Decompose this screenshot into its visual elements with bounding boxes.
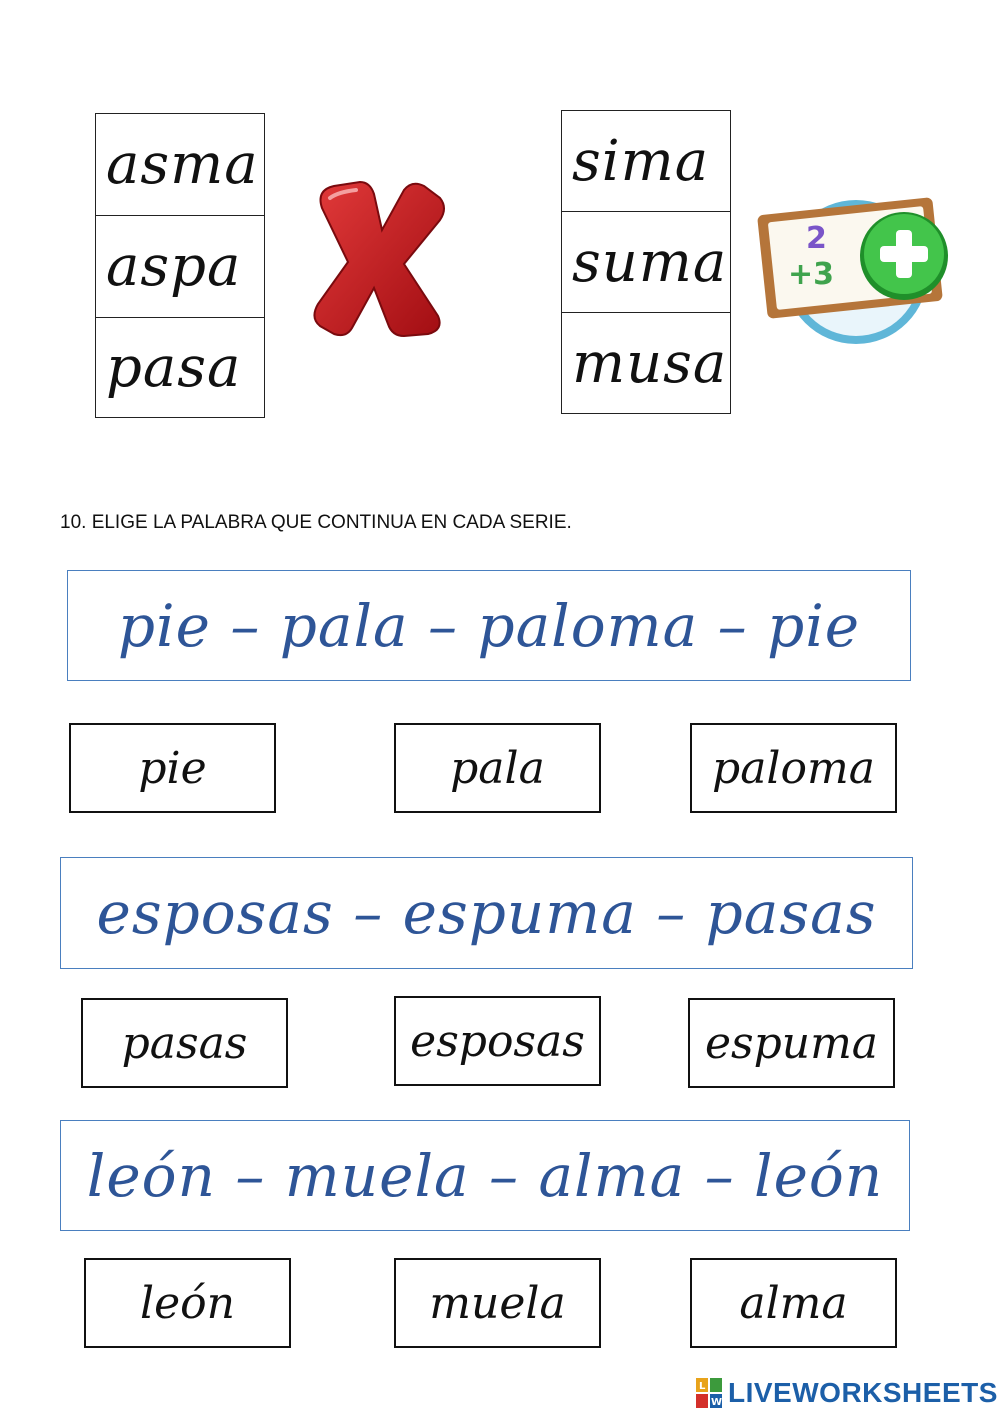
brand-name: LIVEWORKSHEETS <box>728 1377 998 1408</box>
series-box <box>60 857 913 969</box>
option-button[interactable] <box>81 998 288 1088</box>
math-board-plus-icon <box>756 180 952 350</box>
option-label: paloma <box>712 742 875 794</box>
option-label: pala <box>450 742 545 794</box>
option-label: espuma <box>704 1017 879 1069</box>
logo-letter: W <box>711 1397 722 1408</box>
word-cell <box>561 312 731 414</box>
math-number: +3 <box>788 257 835 292</box>
word-text: suma <box>572 229 728 295</box>
red-x-icon <box>308 178 448 338</box>
option-button[interactable] <box>688 998 895 1088</box>
math-number: 2 <box>806 221 827 256</box>
option-label: pasas <box>121 1017 248 1069</box>
word-text: pasa <box>106 335 242 400</box>
option-label: muela <box>429 1277 566 1329</box>
word-text: asma <box>106 132 259 197</box>
liveworksheets-logo-icon <box>696 1378 722 1408</box>
option-button[interactable] <box>84 1258 291 1348</box>
word-text: musa <box>572 330 728 396</box>
option-button[interactable] <box>690 723 897 813</box>
word-cell <box>561 110 731 212</box>
option-label: león <box>140 1277 235 1329</box>
word-cell <box>95 215 265 318</box>
series-box <box>60 1120 910 1231</box>
logo-letter: L <box>699 1381 706 1392</box>
instruction-heading: 10. ELIGE LA PALABRA QUE CONTINUA EN CADA SERIE. <box>60 512 572 533</box>
series-text: león – muela – alma – león <box>86 1141 884 1210</box>
series-text: pie – pala – paloma – pie <box>117 591 861 660</box>
word-text: aspa <box>106 234 242 299</box>
series-box <box>67 570 911 681</box>
option-label: esposas <box>410 1015 585 1067</box>
option-button[interactable] <box>69 723 276 813</box>
option-button[interactable] <box>690 1258 897 1348</box>
option-button[interactable] <box>394 996 601 1086</box>
option-button[interactable] <box>394 1258 601 1348</box>
series-text: esposas – espuma – pasas <box>96 879 877 947</box>
option-label: alma <box>739 1277 848 1329</box>
word-text: sima <box>572 128 710 194</box>
option-label: pie <box>138 742 207 794</box>
word-cell <box>95 113 265 216</box>
liveworksheets-logo[interactable] <box>696 1376 998 1410</box>
option-button[interactable] <box>394 723 601 813</box>
word-cell <box>95 317 265 418</box>
word-cell <box>561 211 731 313</box>
